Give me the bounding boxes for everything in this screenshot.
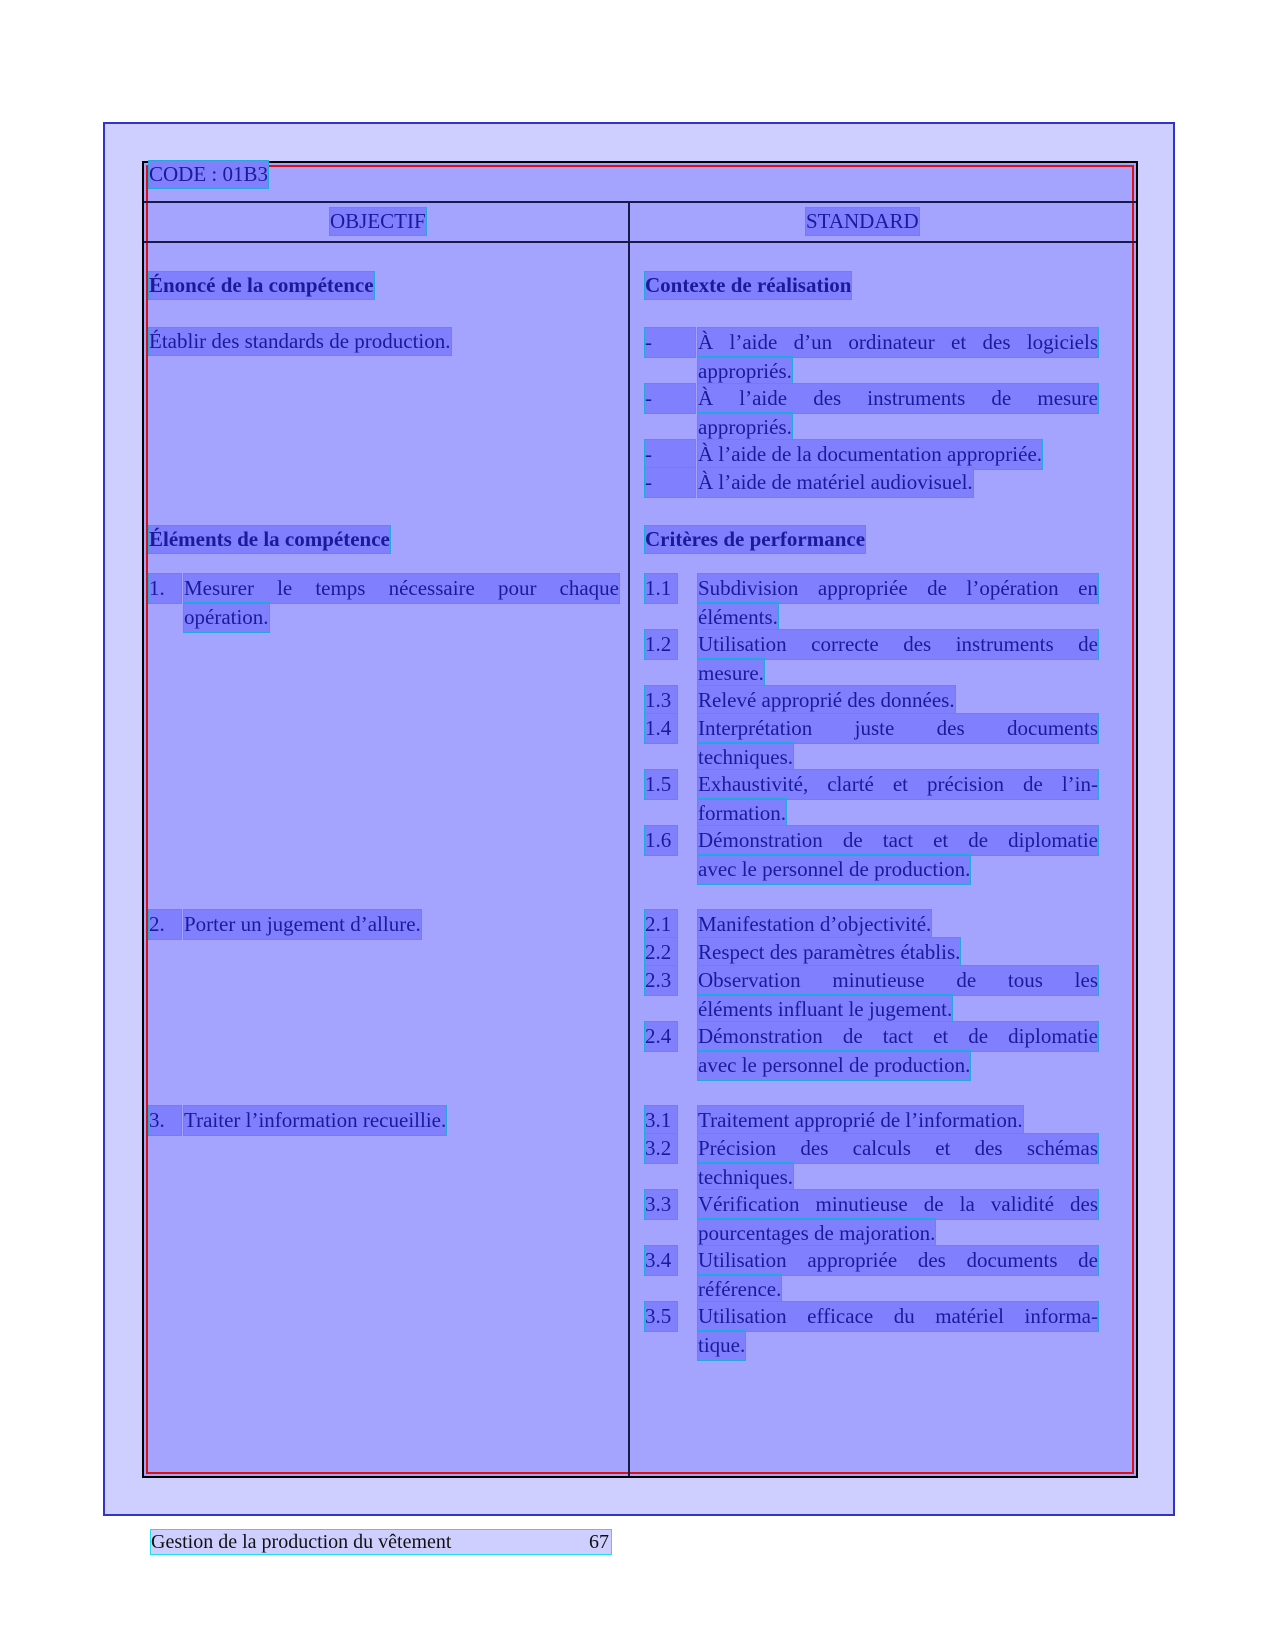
item-line: Subdivision appropriée de l’opération en: [698, 574, 1098, 603]
item-line: Vérification minutieuse de la validité des: [698, 1190, 1098, 1219]
header-objectif: OBJECTIF: [330, 209, 426, 233]
critere-number: 1.1: [645, 574, 677, 603]
item-line: éléments influant le jugement.: [698, 995, 952, 1024]
item-line: pourcentages de majoration.: [698, 1219, 935, 1248]
item-line: À l’aide des instruments de mesure: [698, 384, 1098, 413]
item-line: Utilisation appropriée des documents de: [698, 1246, 1098, 1275]
column-divider: [628, 201, 630, 1476]
item-line: Mesurer le temps nécessaire pour chaque: [184, 574, 619, 603]
element-number: 3.: [149, 1106, 181, 1135]
item-line: opération.: [184, 603, 269, 632]
header-standard: STANDARD: [806, 209, 919, 233]
item-line: Manifestation d’objectivité.: [698, 910, 931, 939]
item-line: appropriés.: [698, 357, 792, 386]
page-number: 67: [589, 1531, 609, 1553]
critere-number: 1.4: [645, 714, 677, 743]
footer-title: Gestion de la production du vêtement: [151, 1531, 452, 1553]
item-line: tique.: [698, 1331, 745, 1360]
item-line: Observation minutieuse de tous les: [698, 966, 1098, 995]
critere-number: 3.1: [645, 1106, 677, 1135]
item-line: Respect des paramètres établis.: [698, 938, 960, 967]
item-line: éléments.: [698, 603, 778, 632]
bullet-dash: -: [645, 440, 695, 469]
page-footer: [151, 1530, 611, 1554]
bullet-dash: -: [645, 384, 695, 413]
element-number: 2.: [149, 910, 181, 939]
code-label: CODE : 01B3: [149, 162, 269, 186]
critere-number: 1.5: [645, 770, 677, 799]
critere-number: 2.3: [645, 966, 677, 995]
header-bottom-rule: [144, 241, 1136, 243]
item-line: À l’aide de la documentation appropriée.: [698, 440, 1042, 469]
critere-number: 1.3: [645, 686, 677, 715]
item-line: Porter un jugement d’allure.: [184, 910, 421, 939]
critere-number: 2.1: [645, 910, 677, 939]
bullet-dash: -: [645, 468, 695, 497]
item-line: Exhaustivité, clarté et précision de l’in-: [698, 770, 1098, 799]
critere-number: 3.4: [645, 1246, 677, 1275]
item-line: Interprétation juste des documents: [698, 714, 1098, 743]
criteres-title: Critères de performance: [645, 527, 866, 551]
enonce-text: Établir des standards de production.: [149, 329, 451, 353]
critere-number: 2.2: [645, 938, 677, 967]
item-line: Traiter l’information recueillie.: [184, 1106, 446, 1135]
item-line: Utilisation efficace du matériel informa-: [698, 1302, 1098, 1331]
item-line: formation.: [698, 799, 786, 828]
critere-number: 3.5: [645, 1302, 677, 1331]
item-line: À l’aide d’un ordinateur et des logiciels: [698, 328, 1098, 357]
item-line: référence.: [698, 1275, 781, 1304]
critere-number: 2.4: [645, 1022, 677, 1051]
item-line: appropriés.: [698, 413, 792, 442]
elements-title: Éléments de la compétence: [149, 527, 390, 551]
item-line: Utilisation correcte des instruments de: [698, 630, 1098, 659]
critere-number: 3.2: [645, 1134, 677, 1163]
contexte-title: Contexte de réalisation: [645, 273, 852, 297]
item-line: Traitement approprié de l’information.: [698, 1106, 1023, 1135]
critere-number: 1.6: [645, 826, 677, 855]
item-line: Démonstration de tact et de diplomatie: [698, 826, 1098, 855]
item-line: mesure.: [698, 659, 764, 688]
item-line: Précision des calculs et des schémas: [698, 1134, 1098, 1163]
critere-number: 1.2: [645, 630, 677, 659]
critere-number: 3.3: [645, 1190, 677, 1219]
item-line: techniques.: [698, 743, 793, 772]
header-top-rule: [144, 201, 1136, 203]
bullet-dash: -: [645, 328, 695, 357]
item-line: Relevé approprié des données.: [698, 686, 955, 715]
element-number: 1.: [149, 574, 181, 603]
enonce-title: Énoncé de la compétence: [149, 273, 374, 297]
item-line: avec le personnel de production.: [698, 1051, 970, 1080]
item-line: Démonstration de tact et de diplomatie: [698, 1022, 1098, 1051]
item-line: techniques.: [698, 1163, 793, 1192]
item-line: avec le personnel de production.: [698, 855, 970, 884]
item-line: À l’aide de matériel audiovisuel.: [698, 468, 973, 497]
